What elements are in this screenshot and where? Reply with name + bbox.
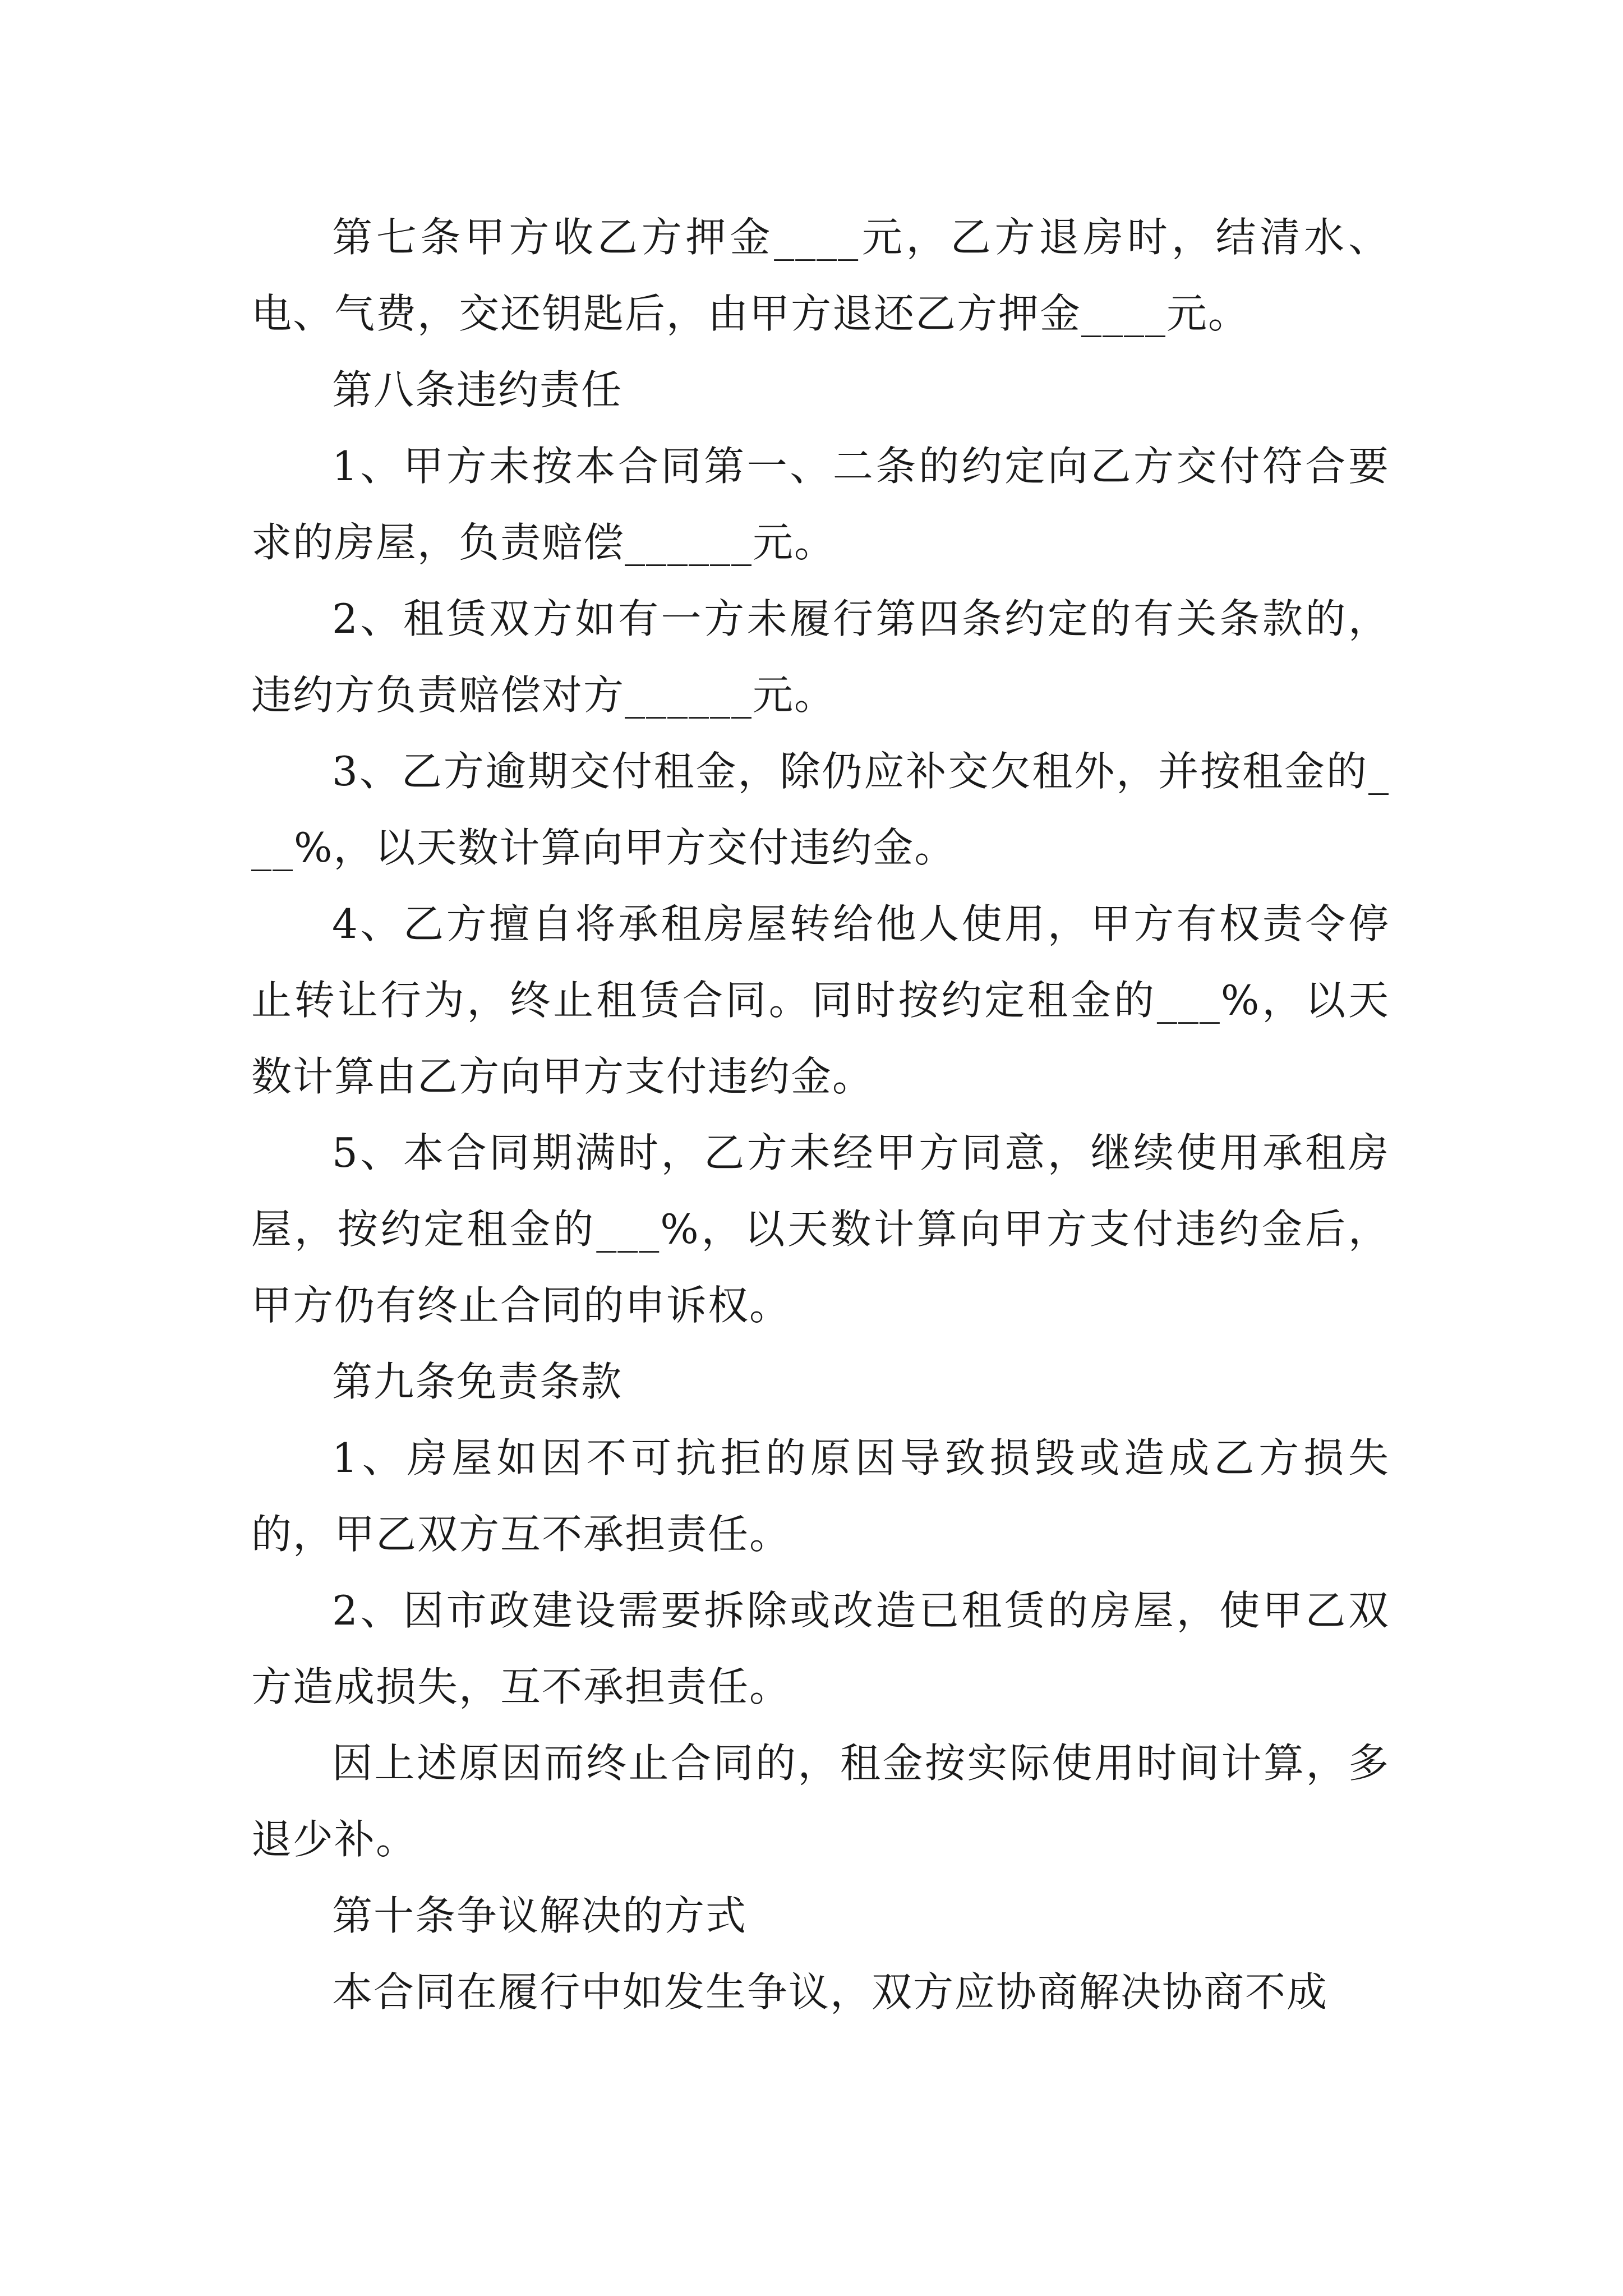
paragraph-dispute: 本合同在履行中如发生争议，双方应协商解决协商不成 (332, 1968, 1329, 2016)
paragraph-exemption-2: 2、因市政建设需要拆除或改造已租赁的房屋，使甲乙双方造成损失，互不承担责任。 (251, 1587, 1390, 1710)
paragraph-breach-3: 3、乙方逾期交付租金，除仍应补交欠租外，并按租金的___%，以天数计算向甲方交付违约金。 (251, 748, 1390, 871)
paragraph-breach-4: 4、乙方擅自将承租房屋转给他人使用，甲方有权责令停止转让行为，终止租赁合同。同时按约定租金的___%，以天数计算由乙方向甲方支付违约金。 (251, 900, 1390, 1100)
paragraph-deposit: 第七条甲方收乙方押金____元，乙方退房时，结清水、电、气费，交还钥匙后，由甲方退还乙方押金____元。 (251, 214, 1390, 337)
paragraph-exemption-1: 1、房屋如因不可抗拒的原因导致损毁或造成乙方损失的，甲乙双方互不承担责任。 (251, 1434, 1390, 1558)
paragraph-exemption-rent: 因上述原因而终止合同的，租金按实际使用时间计算，多退少补。 (251, 1740, 1390, 1863)
paragraph-breach-1: 1、甲方未按本合同第一、二条的约定向乙方交付符合要求的房屋，负责赔偿______元。 (251, 443, 1390, 566)
paragraph-breach-5: 5、本合同期满时，乙方未经甲方同意，继续使用承租房屋，按约定租金的___%，以天数计算向甲方支付违约金后，甲方仍有终止合同的申诉权。 (251, 1129, 1390, 1329)
document-body (251, 199, 1390, 2030)
heading-breach-liability: 第八条违约责任 (332, 366, 623, 413)
heading-exemption: 第九条免责条款 (332, 1358, 623, 1405)
paragraph-breach-2: 2、租赁双方如有一方未履行第四条约定的有关条款的，违约方负责赔偿对方______元。 (251, 595, 1390, 719)
heading-dispute-resolution: 第十条争议解决的方式 (332, 1892, 748, 1939)
